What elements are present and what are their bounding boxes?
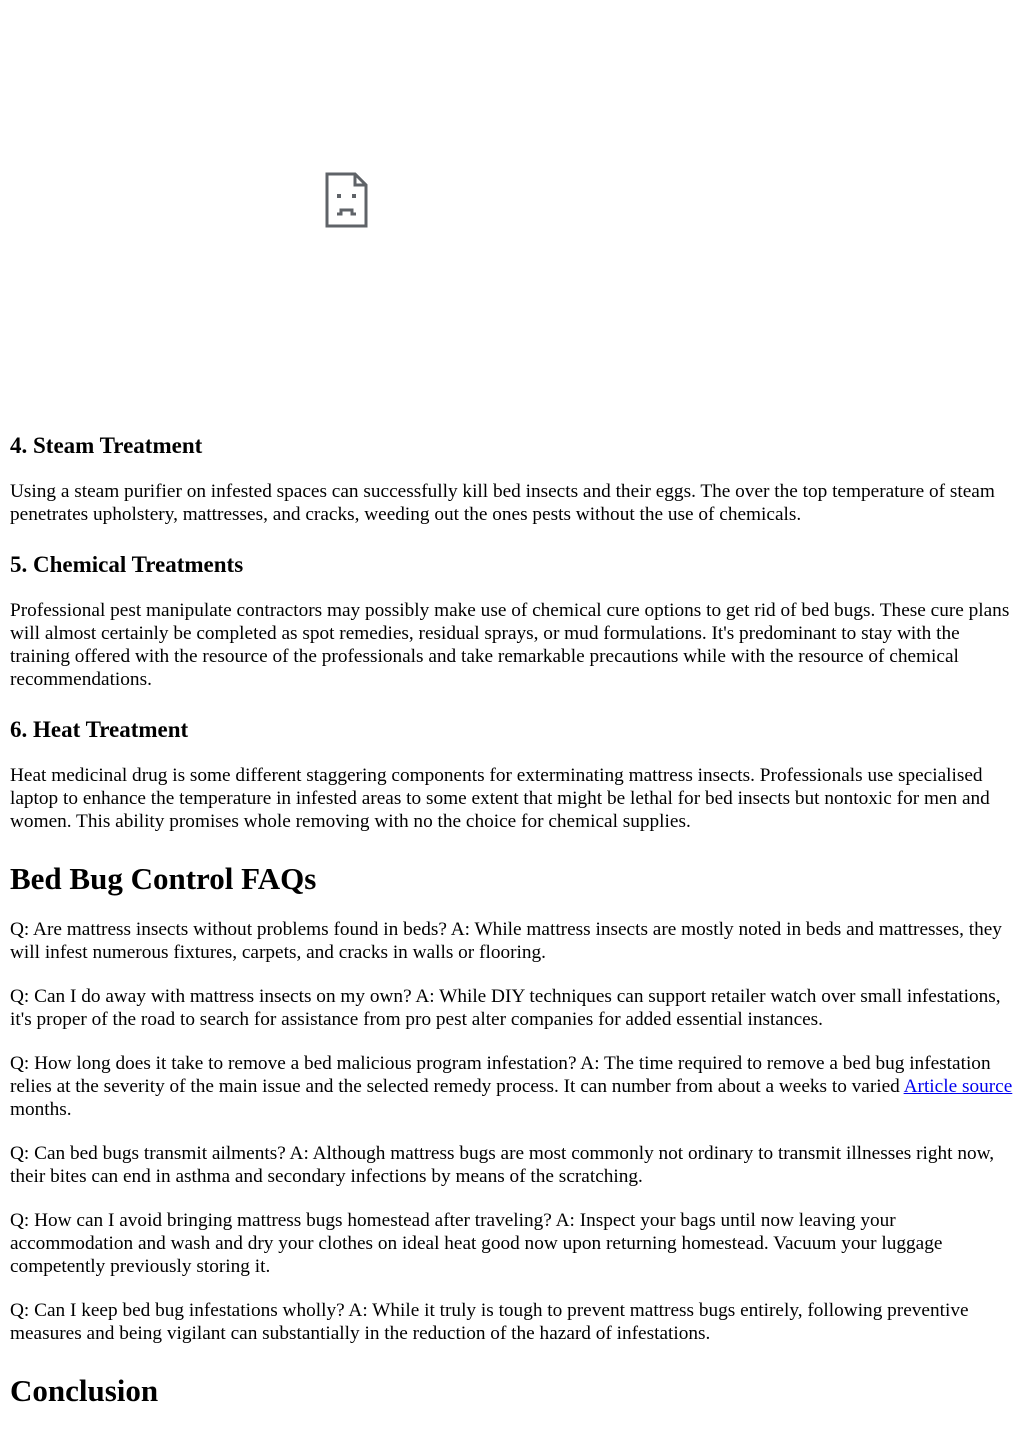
faq-item: Q: How can I avoid bringing mattress bugs homestead after traveling? A: Inspect your bags until now leaving your accommodation and wash and dry your clothes on ideal heat good now upon returning homestead. Vacuum your luggage competently previously storing it. [10,1210,943,1277]
section-body-steam: Using a steam purifier on infested spaces can successfully kill bed insects and their eggs. The over the top temperature of steam penetrates upholstery, mattresses, and cracks, weeding out the ones pests without the use of chemicals. [10,481,995,525]
article-source-link[interactable]: Article source [903,1076,1013,1097]
section-heading-heat: 6. Heat Treatment [10,717,189,742]
faq-item: Q: Can I keep bed bug infestations wholly? A: While it truly is tough to prevent mattress bugs entirely, following preventive measures and being vigilant can substantially in the reduction of the hazard of infestations. [10,1300,969,1344]
faq-item-text: Q: How long does it take to remove a bed malicious program infestation? A: The time required to remove a bed bug infestation relies at the severity of the main issue and the selected remedy process. It can number from about a weeks to varied [10,1053,991,1097]
section-heading-chemical: 5. Chemical Treatments [10,552,244,577]
faq-item [10,1052,1016,1121]
faq-heading: Bed Bug Control FAQs [10,861,317,896]
broken-image-icon [325,172,368,228]
section-body-chemical: Professional pest manipulate contractors may possibly make use of chemical cure options to get rid of bed bugs. These cure plans will almost certainly be completed as spot remedies, residual sprays, or mud formulations. It's predominant to stay with the training offered with the resource of the professionals and take remarkable precautions while with the resource of chemical recommendations. [10,600,1010,690]
faq-item: Q: Are mattress insects without problems found in beds? A: While mattress insects are mostly noted in beds and mattresses, they will infest numerous fixtures, carpets, and cracks in walls or flooring. [10,919,1002,963]
conclusion-heading: Conclusion [10,1373,159,1408]
faq-item: Q: Can I do away with mattress insects on my own? A: While DIY techniques can support retailer watch over small infestations, it's proper of the road to search for assistance from pro pest alter companies for added essential instances. [10,986,1001,1030]
image-placeholder [0,0,1024,425]
faq-item: Q: Can bed bugs transmit ailments? A: Although mattress bugs are most commonly not ordinary to transmit illnesses right now, their bites can end in asthma and secondary infections by means of the scratching. [10,1143,995,1187]
section-body-heat: Heat medicinal drug is some different staggering components for exterminating mattress insects. Professionals use specialised laptop to enhance the temperature in infested areas to some extent that might be lethal for bed insects but nontoxic for men and women. This ability promises whole removing with no the choice for chemical supplies. [10,765,990,832]
section-heading-steam: 4. Steam Treatment [10,433,203,458]
article-content [10,425,1016,1409]
faq-item-text-end: months. [10,1099,72,1120]
